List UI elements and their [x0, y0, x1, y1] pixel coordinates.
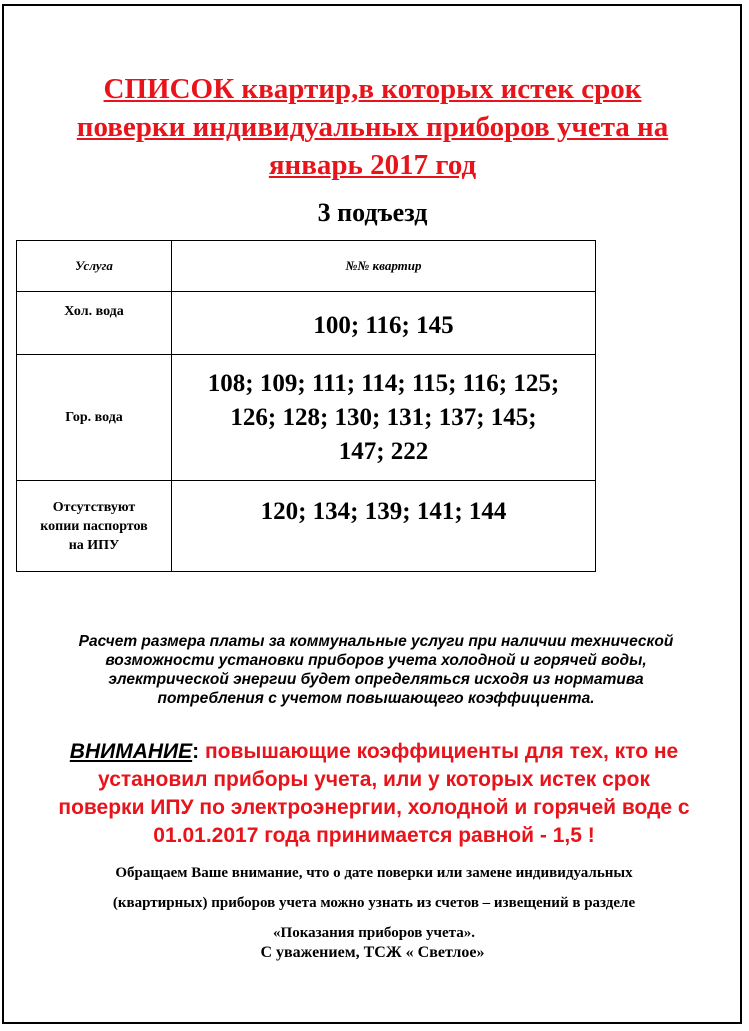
- title-line: поверки индивидуальных приборов учета на: [76, 111, 669, 143]
- table-header-row: [17, 241, 596, 292]
- warning-block: [20, 738, 728, 850]
- apartments-line: 147; 222: [338, 437, 429, 465]
- service-cell: [17, 292, 172, 355]
- signature: С уважением, ТСЖ « Светлое»: [260, 944, 485, 961]
- warning-line: установил приборы учета, или у которых истек срок: [98, 768, 650, 791]
- warning-line: [20, 738, 728, 766]
- title-line: январь 2017 год: [268, 149, 477, 181]
- apartments-line: 108; 109; 111; 114; 115; 116; 125;: [207, 369, 560, 397]
- service-cell: [17, 481, 172, 572]
- info-line: «Показания приборов учета».: [273, 925, 475, 941]
- header-service: Услуга: [17, 241, 172, 292]
- notice-line: возможности установки приборов учета холодной и горячей воды,: [105, 652, 647, 669]
- table-row: [17, 355, 596, 481]
- notice-line: потребления с учетом повышающего коэффициента.: [157, 690, 595, 707]
- service-label: Хол. вода: [64, 304, 124, 319]
- warning-line: поверки ИПУ по электроэнергии, холодной и горячей воде с: [58, 796, 690, 819]
- info-line: (квартирных) приборов учета можно узнать из счетов – извещений в разделе: [112, 895, 636, 911]
- apartments-line: 100; 116; 145: [313, 312, 454, 339]
- apartments-line: 120; 134; 139; 141; 144: [260, 498, 507, 525]
- billing-notice: [26, 632, 726, 708]
- table-row: [17, 292, 596, 355]
- document-title: [20, 70, 725, 184]
- warning-colon: :: [192, 740, 200, 763]
- warning-text: повышающие коэффициенты для тех, кто не: [199, 740, 679, 763]
- title-line: СПИСОК квартир,в которых истек срок: [103, 73, 642, 105]
- apartments-cell: [172, 292, 596, 355]
- warning-label: ВНИМАНИЕ: [69, 740, 193, 763]
- info-paragraph: [20, 858, 728, 948]
- service-label: Гор. вода: [65, 410, 123, 425]
- warning-line: 01.01.2017 года принимается равной - 1,5 !: [153, 824, 595, 847]
- apartments-cell: [172, 355, 596, 481]
- apartments-table: [16, 240, 596, 572]
- notice-line: электрической энергии будет определяться исходя из норматива: [108, 671, 644, 688]
- entrance-heading: 3 подъезд: [317, 198, 428, 227]
- header-apartments: №№ квартир: [172, 241, 596, 292]
- table-row: [17, 481, 596, 572]
- service-label: Отсутствуют: [52, 499, 136, 515]
- apartments-line: 126; 128; 130; 131; 137; 145;: [230, 403, 537, 431]
- service-label: на ИПУ: [68, 537, 120, 553]
- service-cell: [17, 355, 172, 481]
- notice-line: Расчет размера платы за коммунальные услуги при наличии технической: [78, 633, 674, 650]
- info-line: Обращаем Ваше внимание, что о дате поверки или замене индивидуальных: [115, 865, 633, 881]
- apartments-cell: [172, 481, 596, 572]
- service-label: копии паспортов: [40, 518, 148, 534]
